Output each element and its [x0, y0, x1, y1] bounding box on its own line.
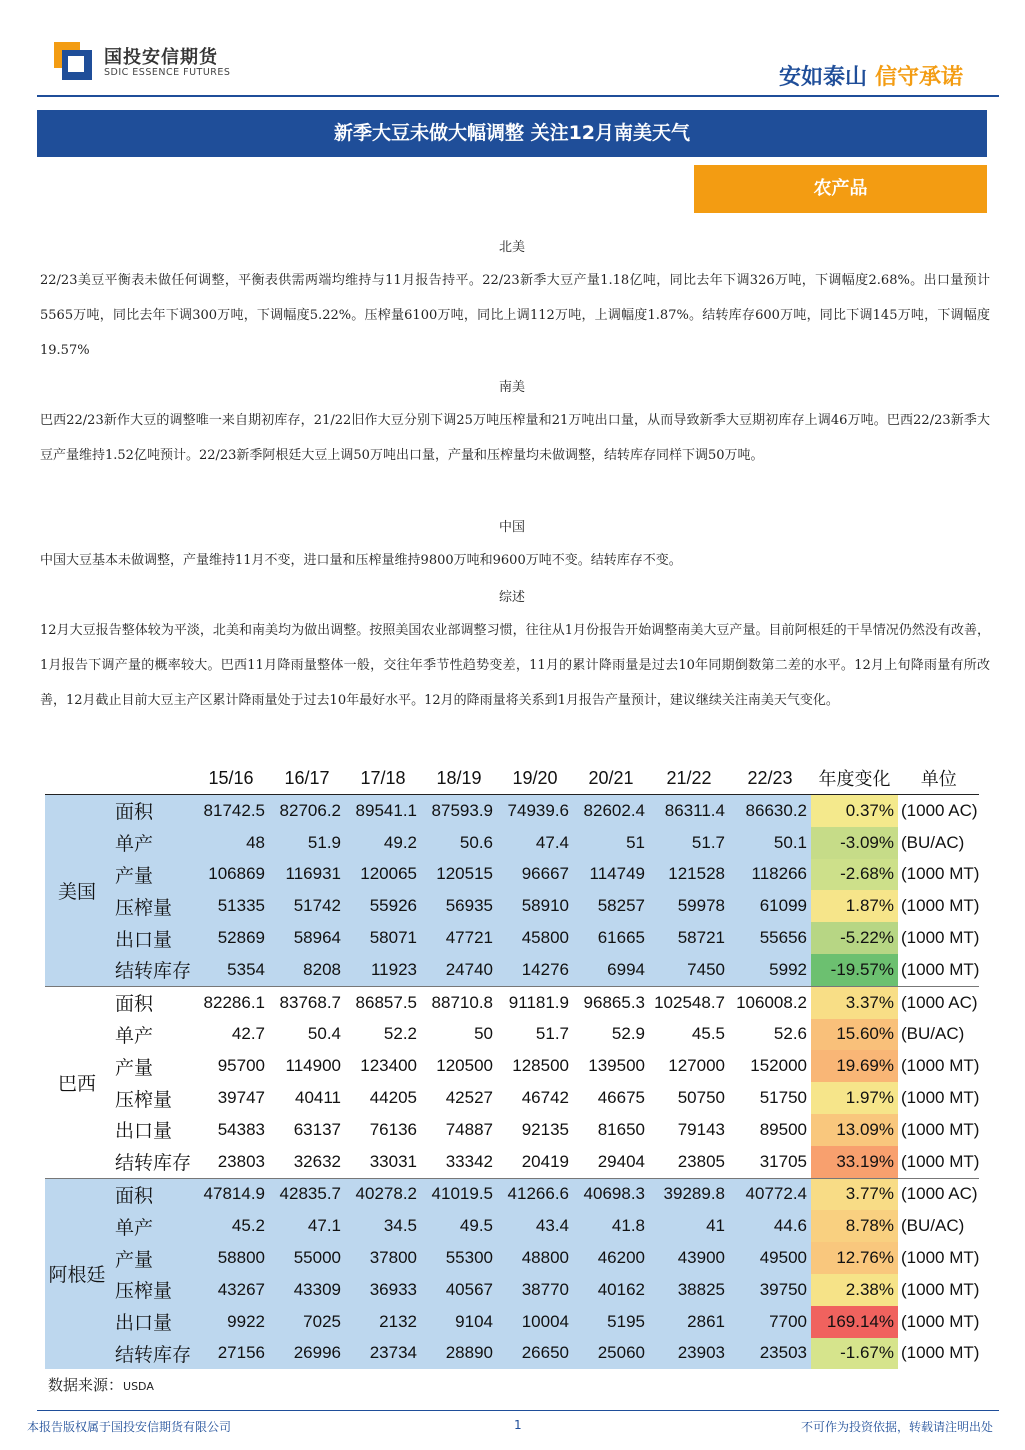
value-cell: 46742 — [497, 1082, 573, 1114]
value-cell: 40278.2 — [345, 1178, 421, 1210]
value-cell: 10004 — [497, 1306, 573, 1338]
section-text-summary: 12月大豆报告整体较为平淡，北美和南美均为做出调整。按照美国农业部调整习惯，往往从1月份报告开始调整南美大豆产量。目前阿根廷的干旱情况仍然没有改善，1月报告下调产量的概率较大。巴西11月降雨量整体一般，交往年季节性趋势变差，11月的累计降雨量是过去10年同期倒数第二差的水平。12月上旬降雨量有所改善，12月截止目前大豆主产区累计降雨量处于过去10年最好水平。12月的降雨量将关系到1月报告产量预计，建议继续关注南美天气变化。 — [40, 623, 990, 708]
value-cell: 23803 — [193, 1146, 269, 1178]
annual-change-cell: -2.68% — [811, 859, 898, 891]
table-row — [45, 890, 979, 922]
value-cell: 51750 — [729, 1082, 811, 1114]
table-row — [45, 1338, 979, 1370]
value-cell: 9104 — [421, 1306, 497, 1338]
value-cell: 6994 — [573, 954, 649, 986]
item-label: 压榨量 — [109, 890, 193, 922]
column-header: 16/17 — [269, 762, 345, 795]
value-cell: 38770 — [497, 1274, 573, 1306]
table-row — [45, 795, 979, 827]
item-label: 单产 — [109, 1210, 193, 1242]
value-cell: 23503 — [729, 1338, 811, 1370]
value-cell: 123400 — [345, 1050, 421, 1082]
company-logo — [52, 40, 242, 88]
item-label: 单产 — [109, 827, 193, 859]
value-cell: 139500 — [573, 1050, 649, 1082]
unit-cell: (1000 MT) — [898, 1274, 979, 1306]
value-cell: 43309 — [269, 1274, 345, 1306]
unit-cell: (1000 MT) — [898, 922, 979, 954]
item-label: 结转库存 — [109, 1146, 193, 1178]
unit-cell: (1000 AC) — [898, 795, 979, 827]
value-cell: 5354 — [193, 954, 269, 986]
value-cell: 50750 — [649, 1082, 729, 1114]
value-cell: 49.5 — [421, 1210, 497, 1242]
item-label: 出口量 — [109, 1306, 193, 1338]
value-cell: 152000 — [729, 1050, 811, 1082]
item-label: 面积 — [109, 986, 193, 1018]
annual-change-cell: 1.87% — [811, 890, 898, 922]
country-label: 巴西 — [45, 986, 109, 1178]
value-cell: 106869 — [193, 859, 269, 891]
value-cell: 106008.2 — [729, 986, 811, 1018]
value-cell: 96667 — [497, 859, 573, 891]
soybean-balance-table — [45, 762, 979, 1369]
value-cell: 42835.7 — [269, 1178, 345, 1210]
value-cell: 11923 — [345, 954, 421, 986]
column-header: 21/22 — [649, 762, 729, 795]
unit-cell: (1000 MT) — [898, 859, 979, 891]
column-header: 15/16 — [193, 762, 269, 795]
value-cell: 40162 — [573, 1274, 649, 1306]
annual-change-cell: -19.57% — [811, 954, 898, 986]
data-source — [48, 1374, 154, 1395]
value-cell: 83768.7 — [269, 986, 345, 1018]
value-cell: 54383 — [193, 1114, 269, 1146]
value-cell: 114749 — [573, 859, 649, 891]
column-header: 19/20 — [497, 762, 573, 795]
value-cell: 86311.4 — [649, 795, 729, 827]
value-cell: 58721 — [649, 922, 729, 954]
value-cell: 59978 — [649, 890, 729, 922]
section-heading-north-america: 北美 — [498, 240, 525, 255]
annual-change-cell: 13.09% — [811, 1114, 898, 1146]
value-cell: 58964 — [269, 922, 345, 954]
value-cell: 39747 — [193, 1082, 269, 1114]
data-source-value: USDA — [123, 1380, 154, 1393]
value-cell: 52.2 — [345, 1019, 421, 1051]
annual-change-cell: 8.78% — [811, 1210, 898, 1242]
value-cell: 9922 — [193, 1306, 269, 1338]
value-cell: 120065 — [345, 859, 421, 891]
value-cell: 128500 — [497, 1050, 573, 1082]
report-title: 新季大豆未做大幅调整 关注12月南美天气 — [37, 110, 987, 157]
value-cell: 40411 — [269, 1082, 345, 1114]
value-cell: 45.5 — [649, 1019, 729, 1051]
unit-cell: (1000 MT) — [898, 1082, 979, 1114]
logo-mark-icon — [52, 40, 94, 82]
value-cell: 33031 — [345, 1146, 421, 1178]
section-text-south-america: 巴西22/23新作大豆的调整唯一来自期初库存，21/22旧作大豆分别下调25万吨压榨量和21万吨出口量，从而导致新季大豆期初库存上调46万吨。巴西22/23新季大豆产量维持1.52亿吨预计。22/23新季阿根廷大豆上调50万吨出口量，产量和压榨量均未做调整，结转库存同样下调50万吨。 — [40, 413, 990, 463]
section-heading-summary: 综述 — [498, 590, 525, 605]
table-body — [45, 762, 979, 1369]
value-cell: 26650 — [497, 1338, 573, 1370]
value-cell: 31705 — [729, 1146, 811, 1178]
value-cell: 87593.9 — [421, 795, 497, 827]
item-label: 面积 — [109, 795, 193, 827]
value-cell: 48800 — [497, 1242, 573, 1274]
footer-divider — [37, 1410, 999, 1411]
value-cell: 32632 — [269, 1146, 345, 1178]
value-cell: 36933 — [345, 1274, 421, 1306]
value-cell: 50.6 — [421, 827, 497, 859]
value-cell: 86630.2 — [729, 795, 811, 827]
value-cell: 63137 — [269, 1114, 345, 1146]
annual-change-cell: 3.37% — [811, 986, 898, 1018]
item-label: 单产 — [109, 1019, 193, 1051]
value-cell: 96865.3 — [573, 986, 649, 1018]
table-row — [45, 1019, 979, 1051]
value-cell: 58800 — [193, 1242, 269, 1274]
value-cell: 120500 — [421, 1050, 497, 1082]
value-cell: 47.1 — [269, 1210, 345, 1242]
value-cell: 114900 — [269, 1050, 345, 1082]
section-text-china: 中国大豆基本未做调整，产量维持11月不变，进口量和压榨量维持9800万吨和9600万吨不变。结转库存不变。 — [40, 553, 682, 568]
column-header: 18/19 — [421, 762, 497, 795]
value-cell: 34.5 — [345, 1210, 421, 1242]
table-row — [45, 1210, 979, 1242]
item-label: 结转库存 — [109, 1338, 193, 1370]
unit-cell: (1000 MT) — [898, 1050, 979, 1082]
annual-change-cell: 2.38% — [811, 1274, 898, 1306]
value-cell: 51.9 — [269, 827, 345, 859]
item-label: 产量 — [109, 1242, 193, 1274]
value-cell: 61665 — [573, 922, 649, 954]
value-cell: 23734 — [345, 1338, 421, 1370]
value-cell: 52.9 — [573, 1019, 649, 1051]
value-cell: 2861 — [649, 1306, 729, 1338]
value-cell: 74939.6 — [497, 795, 573, 827]
unit-cell: (1000 MT) — [898, 890, 979, 922]
column-header: 单位 — [898, 762, 979, 795]
table-row — [45, 1242, 979, 1274]
value-cell: 74887 — [421, 1114, 497, 1146]
value-cell: 58910 — [497, 890, 573, 922]
logo-english-name: SDIC ESSENCE FUTURES — [104, 67, 231, 78]
value-cell: 37800 — [345, 1242, 421, 1274]
value-cell: 50.1 — [729, 827, 811, 859]
value-cell: 95700 — [193, 1050, 269, 1082]
value-cell: 42527 — [421, 1082, 497, 1114]
value-cell: 55926 — [345, 890, 421, 922]
slogan-part-2: 信守承诺 — [874, 65, 963, 90]
value-cell: 52869 — [193, 922, 269, 954]
header-empty-cell — [109, 762, 193, 795]
value-cell: 121528 — [649, 859, 729, 891]
item-label: 面积 — [109, 1178, 193, 1210]
unit-cell: (1000 MT) — [898, 1306, 979, 1338]
item-label: 产量 — [109, 1050, 193, 1082]
value-cell: 41.8 — [573, 1210, 649, 1242]
unit-cell: (1000 MT) — [898, 1146, 979, 1178]
value-cell: 45.2 — [193, 1210, 269, 1242]
value-cell: 23903 — [649, 1338, 729, 1370]
item-label: 压榨量 — [109, 1082, 193, 1114]
value-cell: 56935 — [421, 890, 497, 922]
value-cell: 50 — [421, 1019, 497, 1051]
annual-change-cell: 33.19% — [811, 1146, 898, 1178]
value-cell: 45800 — [497, 922, 573, 954]
value-cell: 82602.4 — [573, 795, 649, 827]
value-cell: 76136 — [345, 1114, 421, 1146]
value-cell: 92135 — [497, 1114, 573, 1146]
column-header: 17/18 — [345, 762, 421, 795]
value-cell: 42.7 — [193, 1019, 269, 1051]
table-row — [45, 954, 979, 986]
item-label: 产量 — [109, 859, 193, 891]
value-cell: 91181.9 — [497, 986, 573, 1018]
header-divider — [37, 95, 999, 97]
value-cell: 89500 — [729, 1114, 811, 1146]
value-cell: 81650 — [573, 1114, 649, 1146]
unit-cell: (1000 MT) — [898, 1242, 979, 1274]
slogan-part-1: 安如泰山 — [778, 65, 867, 90]
value-cell: 102548.7 — [649, 986, 729, 1018]
unit-cell: (1000 AC) — [898, 1178, 979, 1210]
value-cell: 52.6 — [729, 1019, 811, 1051]
item-label: 出口量 — [109, 1114, 193, 1146]
annual-change-cell: 12.76% — [811, 1242, 898, 1274]
value-cell: 20419 — [497, 1146, 573, 1178]
value-cell: 14276 — [497, 954, 573, 986]
value-cell: 47.4 — [497, 827, 573, 859]
value-cell: 33342 — [421, 1146, 497, 1178]
value-cell: 58257 — [573, 890, 649, 922]
unit-cell: (1000 AC) — [898, 986, 979, 1018]
annual-change-cell: 15.60% — [811, 1019, 898, 1051]
value-cell: 51.7 — [649, 827, 729, 859]
unit-cell: (BU/AC) — [898, 1210, 979, 1242]
value-cell: 48 — [193, 827, 269, 859]
table-header-row — [45, 762, 979, 795]
value-cell: 88710.8 — [421, 986, 497, 1018]
value-cell: 81742.5 — [193, 795, 269, 827]
value-cell: 25060 — [573, 1338, 649, 1370]
table-row — [45, 859, 979, 891]
table-row — [45, 986, 979, 1018]
annual-change-cell: -5.22% — [811, 922, 898, 954]
value-cell: 2132 — [345, 1306, 421, 1338]
value-cell: 47814.9 — [193, 1178, 269, 1210]
country-label: 美国 — [45, 795, 109, 987]
unit-cell: (BU/AC) — [898, 827, 979, 859]
value-cell: 39750 — [729, 1274, 811, 1306]
value-cell: 26996 — [269, 1338, 345, 1370]
category-badge: 农产品 — [694, 165, 987, 213]
value-cell: 44.6 — [729, 1210, 811, 1242]
value-cell: 43.4 — [497, 1210, 573, 1242]
value-cell: 5195 — [573, 1306, 649, 1338]
unit-cell: (1000 MT) — [898, 1114, 979, 1146]
value-cell: 127000 — [649, 1050, 729, 1082]
header-empty-cell — [45, 762, 109, 795]
value-cell: 55656 — [729, 922, 811, 954]
table-row — [45, 1146, 979, 1178]
table-row — [45, 1114, 979, 1146]
value-cell: 86857.5 — [345, 986, 421, 1018]
value-cell: 55000 — [269, 1242, 345, 1274]
data-source-label: 数据来源： — [48, 1376, 124, 1394]
annual-change-cell: 1.97% — [811, 1082, 898, 1114]
value-cell: 43900 — [649, 1242, 729, 1274]
annual-change-cell: -1.67% — [811, 1338, 898, 1370]
column-header: 20/21 — [573, 762, 649, 795]
table-row — [45, 1050, 979, 1082]
item-label: 结转库存 — [109, 954, 193, 986]
value-cell: 28890 — [421, 1338, 497, 1370]
value-cell: 24740 — [421, 954, 497, 986]
page-number: 1 — [514, 1418, 522, 1432]
column-header: 年度变化 — [811, 762, 898, 795]
value-cell: 49500 — [729, 1242, 811, 1274]
value-cell: 51 — [573, 827, 649, 859]
value-cell: 51335 — [193, 890, 269, 922]
value-cell: 116931 — [269, 859, 345, 891]
section-text-north-america: 22/23美豆平衡表未做任何调整，平衡表供需两端均维持与11月报告持平。22/23新季大豆产量1.18亿吨，同比去年下调326万吨，下调幅度2.68%。出口量预计5565万吨，同比去年下调300万吨，下调幅度5.22%。压榨量6100万吨，同比上调112万吨，上调幅度1.87%。结转库存600万吨，同比下调145万吨，下调幅度19.57% — [40, 273, 990, 358]
unit-cell: (BU/AC) — [898, 1019, 979, 1051]
value-cell: 58071 — [345, 922, 421, 954]
table-row — [45, 922, 979, 954]
value-cell: 44205 — [345, 1082, 421, 1114]
table-row — [45, 1178, 979, 1210]
section-heading-south-america: 南美 — [498, 380, 525, 395]
column-header: 22/23 — [729, 762, 811, 795]
item-label: 出口量 — [109, 922, 193, 954]
country-label: 阿根廷 — [45, 1178, 109, 1369]
value-cell: 79143 — [649, 1114, 729, 1146]
value-cell: 27156 — [193, 1338, 269, 1370]
value-cell: 41 — [649, 1210, 729, 1242]
value-cell: 46675 — [573, 1082, 649, 1114]
value-cell: 40698.3 — [573, 1178, 649, 1210]
value-cell: 5992 — [729, 954, 811, 986]
footer-copyright: 本报告版权属于国投安信期货有限公司 — [27, 1420, 232, 1434]
annual-change-cell: -3.09% — [811, 827, 898, 859]
value-cell: 7700 — [729, 1306, 811, 1338]
value-cell: 23805 — [649, 1146, 729, 1178]
item-label: 压榨量 — [109, 1274, 193, 1306]
value-cell: 7025 — [269, 1306, 345, 1338]
value-cell: 49.2 — [345, 827, 421, 859]
value-cell: 51.7 — [497, 1019, 573, 1051]
value-cell: 120515 — [421, 859, 497, 891]
value-cell: 61099 — [729, 890, 811, 922]
value-cell: 40772.4 — [729, 1178, 811, 1210]
value-cell: 39289.8 — [649, 1178, 729, 1210]
annual-change-cell: 3.77% — [811, 1178, 898, 1210]
table-row — [45, 827, 979, 859]
value-cell: 41019.5 — [421, 1178, 497, 1210]
value-cell: 118266 — [729, 859, 811, 891]
slogan — [779, 60, 963, 91]
annual-change-cell: 169.14% — [811, 1306, 898, 1338]
table-row — [45, 1082, 979, 1114]
value-cell: 55300 — [421, 1242, 497, 1274]
value-cell: 7450 — [649, 954, 729, 986]
value-cell: 46200 — [573, 1242, 649, 1274]
value-cell: 43267 — [193, 1274, 269, 1306]
value-cell: 8208 — [269, 954, 345, 986]
value-cell: 50.4 — [269, 1019, 345, 1051]
unit-cell: (1000 MT) — [898, 1338, 979, 1370]
value-cell: 38825 — [649, 1274, 729, 1306]
value-cell: 51742 — [269, 890, 345, 922]
table-row — [45, 1306, 979, 1338]
value-cell: 47721 — [421, 922, 497, 954]
value-cell: 41266.6 — [497, 1178, 573, 1210]
value-cell: 29404 — [573, 1146, 649, 1178]
section-heading-china: 中国 — [498, 520, 525, 535]
unit-cell: (1000 MT) — [898, 954, 979, 986]
footer-disclaimer: 不可作为投资依据，转载请注明出处 — [800, 1420, 993, 1434]
logo-chinese-name: 国投安信期货 — [104, 47, 218, 68]
annual-change-cell: 19.69% — [811, 1050, 898, 1082]
value-cell: 82286.1 — [193, 986, 269, 1018]
value-cell: 89541.1 — [345, 795, 421, 827]
value-cell: 40567 — [421, 1274, 497, 1306]
value-cell: 82706.2 — [269, 795, 345, 827]
table-row — [45, 1274, 979, 1306]
annual-change-cell: 0.37% — [811, 795, 898, 827]
